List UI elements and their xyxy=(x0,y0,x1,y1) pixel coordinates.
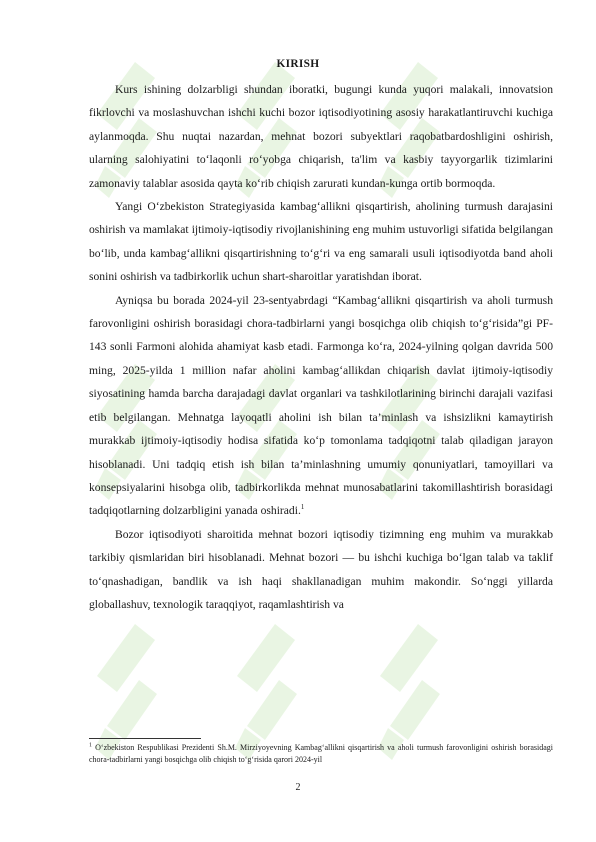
section-heading: KIRISH xyxy=(276,58,320,70)
footnote xyxy=(89,742,553,765)
footnote-divider xyxy=(89,738,201,739)
footnote-marker: 1 xyxy=(89,742,92,749)
paragraph: Kurs ishining dolzarbligi shundan iboratki, bugungi kunda yuqori malakali, innovatsion fikrlovchi va moslashuvchan ishchi kuchi bozor iqtisodiyotining asosiy harakatlantiruvchi kuchiga aylanmoqda. Shu nuqtai nazardan, mehnat bozori subyektlari raqobatbardoshligini oshirish, ularning salohiyatini to‘laqonli ro‘yobga chiqarish, ta'lim va kasbiy tayyorgarlik tizimlarini zamonaviy talablar asosida qayta ko‘rib chiqish zarurati kundan-kunga ortib bormoqda. xyxy=(89,83,553,190)
paragraph: Bozor iqtisodiyoti sharoitida mehnat bozori iqtisodiy tizimning eng muhim va murakkab tarkibiy qismlaridan biri hisoblanadi. Mehnat bozori — bu ishchi kuchiga bo‘lgan talab va taklif to‘qnashadigan, bandlik va ish haqi shakllanadigan muhim makondir. So‘nggi yillarda globallashuv, texnologik taraqqiyot, raqamlashtirish va xyxy=(89,527,553,611)
page-number: 2 xyxy=(295,782,301,793)
footnote-reference: 1 xyxy=(300,503,305,512)
paragraph xyxy=(89,289,553,523)
paragraph: Yangi O‘zbekiston Strategiyasida kambag‘allikni qisqartirish, aholining turmush darajasini oshirish va mamlakat ijtimoiy-iqtisodiy rivojlanishining eng muhim ustuvorligi sifatida belgilangan bo‘lib, unda kambag‘allikni qisqartirishning to‘g‘ri va eng samarali usuli iqtisodiyotda band aholi sonini oshirish va tadbirkorlik uchun shart-sharoitlar yaratishdan iborat. xyxy=(89,200,553,284)
footnote-text: O‘zbekiston Respublikasi Prezidenti Sh.M. Mirziyoyevning Kambag‘allikni qisqartirish va aholi turmush farovonligini oshirish borasidagi chora-tadbirlarni yangi bosqichga olib chiqish to‘g‘risida qarori 2024-yil xyxy=(89,743,553,764)
body-text xyxy=(89,78,553,616)
paragraph-text: Ayniqsa bu borada 2024-yil 23-sentyabrdagi “Kambag‘allikni qisqartirish va aholi turmush farovonligini oshirish borasidagi chora-tadbirlarni yangi bosqichga olib chiqish to‘g‘risida”gi PF-143 sonli Farmoni alohida ahamiyat kasb etadi. Farmonga ko‘ra, 2024-yilning qolgan davrida 500 ming, 2025-yilda 1 million nafar aholini kambag‘allikdan chiqarish davlat ijtimoiy-iqtisodiy siyosatining hamda barcha darajadagi davlat organlari va tashkilotlarining birinchi darajali vazifasi etib belgilangan. Mehnatga layoqatli aholini ish bilan ta’minlash va ishsizlikni kamaytirish murakkab ijtimoiy-iqtisodiy hodisa sifatida ko‘p tomonlama tadqiqotni talab qiladigan jarayon hisoblanadi. Uni tadqiq etish ish bilan ta’minlashning umumiy qonuniyatlari, tamoyillari va konsepsiyalarini hisobga olib, tadbirkorlikda mehnat munosabatlarini takomillashtirish borasidagi tadqiqotlarning dolzarbligini yanada oshiradi. xyxy=(89,293,553,518)
